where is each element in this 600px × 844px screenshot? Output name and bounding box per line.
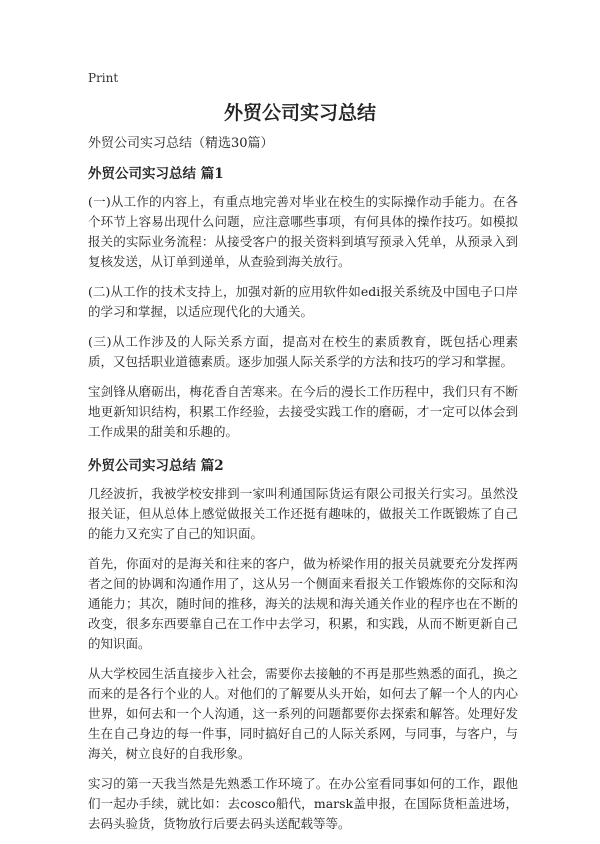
section-2 bbox=[88, 454, 518, 834]
section-heading: 外贸公司实习总结 篇1 bbox=[88, 166, 224, 182]
paragraph: 宝剑锋从磨砺出，梅花香自苦寒来。在今后的漫长工作历程中，我们只有不断地更新知识结构，积累工作经验，去接受实践工作的磨砺，才一定可以体会到工作成果的甜美和乐趣的。 bbox=[88, 384, 518, 439]
section-1 bbox=[88, 162, 518, 442]
paragraph: (三)从工作涉及的人际关系方面，提高对在校生的素质教育，既包括心理素质，又包括职业道德素质。逐步加强人际关系学的方法和技巧的学习和掌握。 bbox=[88, 334, 518, 369]
paragraph: 首先，你面对的是海关和往来的客户，做为桥梁作用的报关员就要充分发挥两者之间的协调和沟通作用了，这从另一个侧面来看报关工作锻炼你的交际和沟通能力；其次，随时间的推移，海关的法规和海关通关作业的程序也在不断的改变，很多东西要靠自己在工作中去学习，积累，和实践，从而不断更新自己的知识面。 bbox=[88, 556, 518, 651]
document-title: 外贸公司实习总结 bbox=[223, 102, 376, 124]
section-heading: 外贸公司实习总结 篇2 bbox=[88, 458, 224, 474]
paragraph: 实习的第一天我当然是先熟悉工作环境了。在办公室看同事如何的工作，跟他们一起办手续，就比如：去cosco船代，marsk盖申报，在国际货柜盖进场，去码头验货，货物放行后要去码头送配载等等。 bbox=[88, 776, 518, 831]
paragraph: (二)从工作的技术支持上，加强对新的应用软件如edi报关系统及中国电子口岸的学习和掌握，以适应现代化的大通关。 bbox=[88, 284, 518, 319]
paragraph: (一)从工作的内容上，有重点地完善对毕业在校生的实际操作动手能力。在各个环节上容易出现什么问题，应注意哪些事项，有何具体的操作技巧。如模拟报关的实际业务流程：从接受客户的报关资料到填写预录入凭单，从预录入到复核发送，从订单到递单，从查验到海关放行。 bbox=[88, 194, 518, 269]
print-link[interactable]: Print bbox=[88, 71, 119, 85]
paragraph: 从大学校园生活直接步入社会，需要你去接触的不再是那些熟悉的面孔，换之而来的是各行个业的人。对他们的了解要从头开始，如何去了解一个人的内心世界，如何去和一个人沟通，这一系列的问题都要你去探索和解答。处理好发生在自己身边的每一件事，同时搞好自己的人际关系网，与同事，与客户，与海关，树立良好的自我形象。 bbox=[88, 666, 518, 761]
document-subtitle: 外贸公司实习总结（精选30篇） bbox=[88, 136, 274, 151]
paragraph: 几经波折，我被学校安排到一家叫利通国际货运有限公司报关行实习。虽然没报关证，但从总体上感觉做报关工作还挺有趣味的，做报关工作既锻炼了自己的能力又充实了自己的知识面。 bbox=[88, 486, 518, 541]
document-body bbox=[88, 158, 518, 844]
